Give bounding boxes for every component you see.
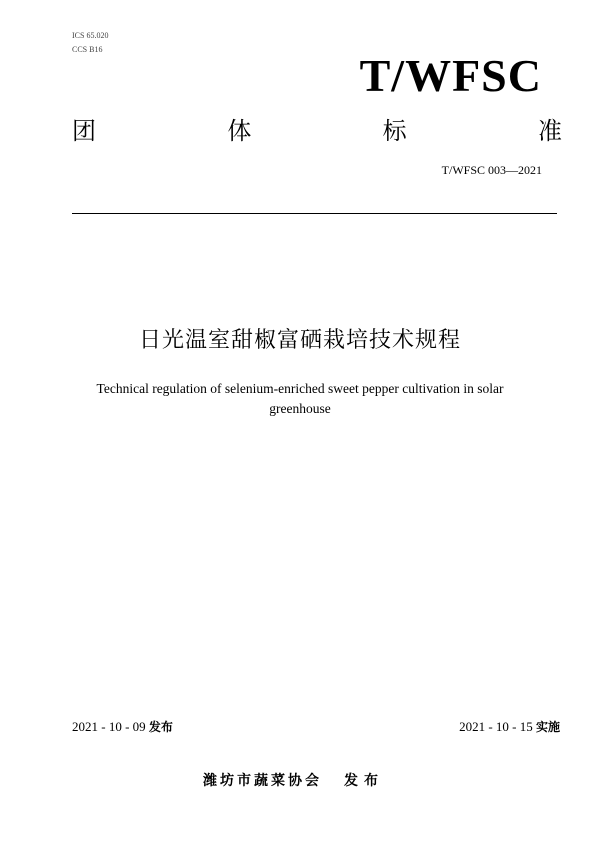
standard-type-char: 团 [72,117,96,145]
issue-suffix: 发布 [148,720,173,734]
title-english: Technical regulation of selenium-enriched sweet pepper cultivation in solar greenhouse [96,381,504,416]
standard-type-char: 标 [382,117,407,145]
standard-type [72,116,562,146]
ics-code: ICS 65.020 [72,31,109,40]
issue-date: 2021 - 10 - 09 [72,719,146,734]
standard-type-char: 准 [537,117,562,145]
ccs-code: CCS B16 [72,45,103,54]
publisher-name: 潍坊市蔬菜协会 [203,773,322,789]
issue-date-line [72,718,173,736]
standard-number: T/WFSC 003—2021 [441,163,542,177]
title-chinese: 日光温室甜椒富硒栽培技术规程 [138,328,461,353]
publisher-action: 发布 [344,773,384,789]
header-divider [72,213,557,214]
classification-codes [72,29,108,57]
implementation-date: 2021 - 10 - 15 [459,719,533,734]
implementation-date-line [459,718,560,736]
implementation-suffix: 实施 [535,720,560,734]
organization-code: T/WFSC [359,50,542,101]
standard-type-char: 体 [227,117,252,145]
publisher-line [203,771,384,791]
